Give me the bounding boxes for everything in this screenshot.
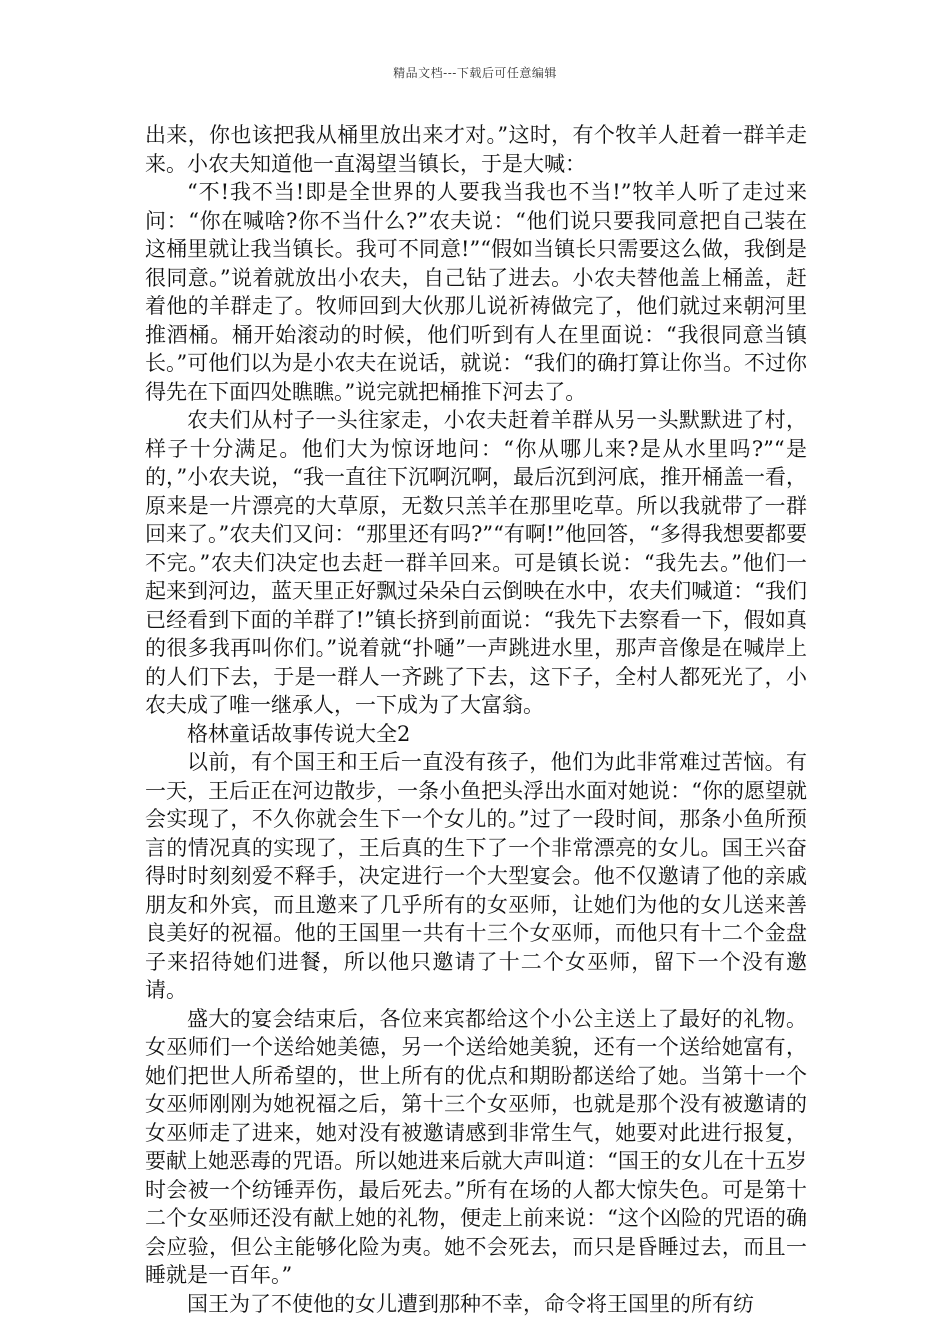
- paragraph: 以前，有个国王和王后一直没有孩子，他们为此非常难过苦恼。有一天，王后正在河边散步，一条小鱼把头浮出水面对她说：“你的愿望就会实现了，不久你就会生下一个女儿的。”过了一段时间，那条小鱼所预言的情况真的实现了，王后真的生下了一个非常漂亮的女儿。国王兴奋得时时刻刻爱不释手，决定进行一个大型宴会。他不仅邀请了他的亲戚朋友和外宾，而且邀来了几乎所有的女巫师，让她们为他的女儿送来善良美好的祝福。他的王国里一共有十三个女巫师，而他只有十二个金盘子来招待她们进餐，所以他只邀请了十二个女巫师，留下一个没有邀请。: [145, 750, 807, 1002]
- paragraph: 农夫们从村子一头往家走，小农夫赶着羊群从另一头默默进了村，样子十分满足。他们大为惊讶地问：“你从哪儿来?是从水里吗?”“是的，”小农夫说，“我一直往下沉啊沉啊，最后沉到河底，推开桶盖一看，原来是一片漂亮的大草原，无数只羔羊在那里吃草。所以我就带了一群回来了。”农夫们又问：“那里还有吗?”“有啊!”他回答，“多得我想要都要不完。”农夫们决定也去赶一群羊回来。可是镇长说：“我先去。”他们一起来到河边，蓝天里正好飘过朵朵白云倒映在水中，农夫们喊道：“我们已经看到下面的羊群了!”镇长挤到前面说：“我先下去察看一下，假如真的很多我再叫你们。”说着就“扑嗵”一声跳进水里，那声音像是在喊岸上的人们下去，于是一群人一齐跳了下去，这下子，全村人都死光了，小农夫成了唯一继承人，一下成为了大富翁。: [145, 408, 807, 717]
- page-header: 精品文档---下载后可任意编辑: [393, 66, 557, 80]
- paragraph: 盛大的宴会结束后，各位来宾都给这个小公主送上了最好的礼物。女巫师们一个送给她美德，另一个送给她美貌，还有一个送给她富有，她们把世人所希望的，世上所有的优点和期盼都送给了她。当第十一个女巫师刚刚为她祝福之后，第十三个女巫师，也就是那个没有被邀请的女巫师走了进来，她对没有被邀请感到非常生气，她要对此进行报复，要献上她恶毒的咒语。所以她进来后就大声叫道：“国王的女儿在十五岁时会被一个纺锤弄伤，最后死去。”所有在场的人都大惊失色。可是第十二个女巫师还没有献上她的礼物，便走上前来说：“这个凶险的咒语的确会应验，但公主能够化险为夷。她不会死去，而只是昏睡过去，而且一睡就是一百年。”: [145, 1006, 807, 1287]
- paragraph: 国王为了不使他的女儿遭到那种不幸，命令将王国里的所有纺: [187, 1291, 754, 1316]
- paragraph-continuation: 出来，你也该把我从桶里放出来才对。”这时，有个牧羊人赶着一群羊走来。小农夫知道他一直渴望当镇长，于是大喊：: [145, 123, 807, 176]
- paragraph: “不!我不当!即是全世界的人要我当我也不当!”牧羊人听了走过来问：“你在喊啥?你不当什么?”农夫说：“他们说只要我同意把自己装在这桶里就让我当镇长。我可不同意!”“假如当镇长只需要这么做，我倒是很同意。”说着就放出小农夫，自己钻了进去。小农夫替他盖上桶盖，赶着他的羊群走了。牧师回到大伙那儿说祈祷做完了，他们就过来朝河里推酒桶。桶开始滚动的时候，他们听到有人在里面说：“我很同意当镇长。”可他们以为是小农夫在说话，就说：“我们的确打算让你当。不过你得先在下面四处瞧瞧。”说完就把桶推下河去了。: [145, 180, 807, 404]
- section-heading: 格林童话故事传说大全2: [187, 721, 411, 746]
- document-body: [145, 121, 807, 1318]
